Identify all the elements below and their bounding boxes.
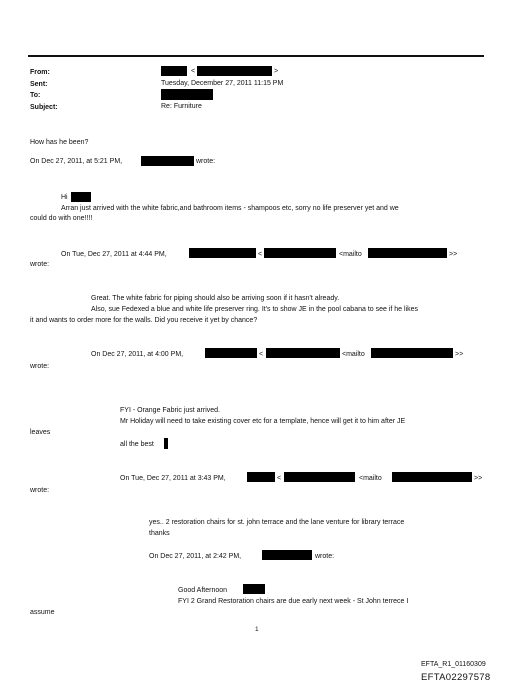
quote-header-wrote: wrote:: [30, 363, 50, 370]
redaction-box: [141, 156, 194, 166]
sent-value: Tuesday, December 27, 2011 11:15 PM: [161, 80, 284, 87]
body-line: FYI - Orange Fabric just arrived.: [120, 407, 220, 414]
body-line: Hi: [61, 194, 68, 201]
quote-header: On Dec 27, 2011, at 5:21 PM,: [30, 158, 123, 165]
body-line: could do with one!!!!: [30, 215, 93, 222]
from-lt: <: [191, 68, 196, 75]
quote-header-wrote: wrote:: [30, 487, 50, 494]
redaction-box: [264, 248, 336, 258]
quote-header-wrote: wrote:: [196, 158, 216, 165]
redaction-box: [161, 66, 187, 76]
sent-label: Sent:: [30, 81, 48, 88]
subject-label: Subject:: [30, 104, 58, 111]
redaction-box: [247, 472, 275, 482]
redaction-box: [392, 472, 472, 482]
quote-lt: <: [277, 475, 282, 482]
bates-id-1: EFTA_R1_01160309: [421, 661, 486, 668]
body-line: Good Afternoon: [178, 587, 228, 594]
quote-mailto: <mailto: [339, 251, 362, 258]
quote-header: On Dec 27, 2011, at 4:00 PM,: [91, 351, 184, 358]
quote-header-wrote: wrote:: [30, 261, 50, 268]
quote-lt: <: [259, 351, 264, 358]
quote-header: On Tue, Dec 27, 2011 at 3:43 PM,: [120, 475, 226, 482]
redaction-box: [368, 248, 447, 258]
from-label: From:: [30, 69, 50, 76]
redaction-box: [164, 438, 168, 449]
quote-header: On Tue, Dec 27, 2011 at 4:44 PM,: [61, 251, 167, 258]
redaction-box: [262, 550, 312, 560]
quote-header: On Dec 27, 2011, at 2:42 PM,: [149, 553, 242, 560]
header-rule: [28, 55, 484, 57]
body-line: FYI 2 Grand Restoration chairs are due early next week - St John terrece I: [178, 598, 409, 605]
body-line: yes.. 2 restoration chairs for st. john terrace and the lane venture for library terrace: [149, 519, 405, 526]
redaction-box: [243, 584, 265, 594]
redaction-box: [71, 192, 91, 202]
quote-header-wrote: wrote:: [315, 553, 335, 560]
redaction-box: [371, 348, 453, 358]
redaction-box: [189, 248, 256, 258]
bates-id-2: EFTA02297578: [421, 672, 491, 683]
page-number: 1: [255, 626, 259, 633]
body-line: leaves: [30, 429, 51, 436]
redaction-box: [197, 66, 272, 76]
redaction-box: [266, 348, 340, 358]
body-line: Arran just arrived with the white fabric,and bathroom items - shampoos etc, sorry no life preserver yet and we: [61, 205, 399, 212]
quote-mailto: <mailto: [342, 351, 365, 358]
subject-value: Re: Furniture: [161, 103, 202, 110]
redaction-box: [284, 472, 355, 482]
body-line: Also, sue Fedexed a blue and white life preserver ring. It's to show JE in the pool cabana to see if he likes: [91, 306, 419, 313]
quote-end: >>: [449, 251, 458, 258]
body-line: it and wants to order more for the walls. Did you receive it yet by chance?: [30, 317, 258, 324]
body-line: assume: [30, 609, 55, 616]
quote-end: >>: [474, 475, 483, 482]
redaction-box: [161, 89, 213, 100]
body-line: Mr Holiday will need to take existing cover etc for a template, hence will get it to him after JE: [120, 418, 406, 425]
body-line: Great. The white fabric for piping should also be arriving soon if it hasn't already.: [91, 295, 340, 302]
quote-lt: <: [258, 251, 263, 258]
quote-mailto: <mailto: [359, 475, 382, 482]
body-line: thanks: [149, 530, 170, 537]
from-gt: >: [274, 68, 279, 75]
quote-end: >>: [455, 351, 464, 358]
body-line: all the best: [120, 441, 154, 448]
to-label: To:: [30, 92, 41, 99]
redaction-box: [205, 348, 257, 358]
body-line: How has he been?: [30, 139, 89, 146]
